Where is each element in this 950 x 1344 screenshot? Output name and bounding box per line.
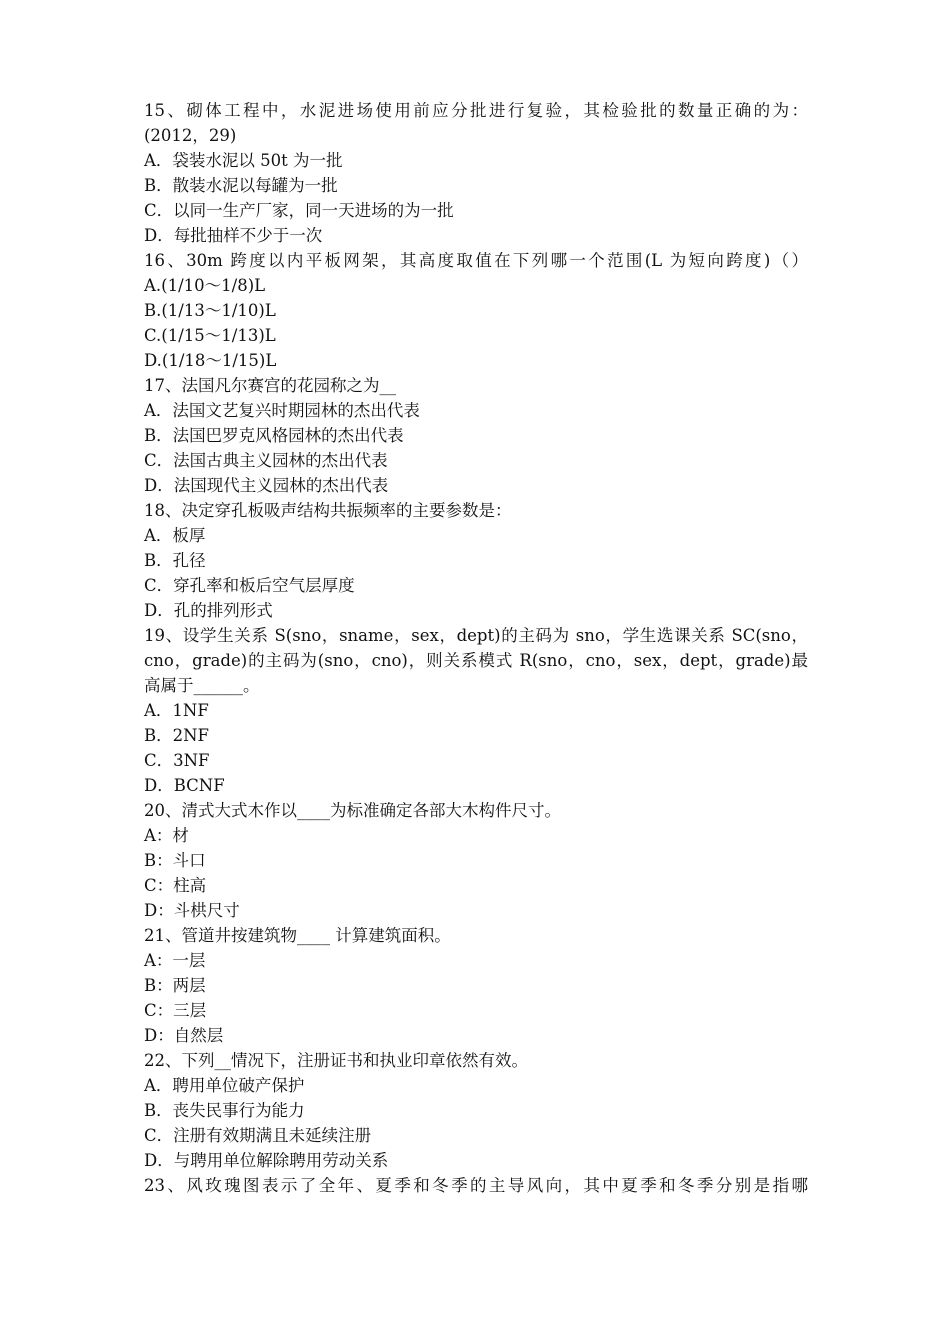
question-19-stem-end: 高属于______。 [144, 676, 260, 695]
question-20-option-c: C：柱高 [144, 876, 207, 895]
question-16-option-c: C.(1/15～1/13)L [144, 326, 276, 345]
question-21-option-d: D：自然层 [144, 1026, 224, 1045]
question-16-stem: 16、30m 跨度以内平板网架，其高度取值在下列哪一个范围(L 为短向跨度)（） [144, 251, 808, 270]
question-20-option-d: D：斗栱尺寸 [144, 901, 240, 920]
question-21-option-b: B：两层 [144, 976, 206, 995]
question-15-stem: 15、砌体工程中，水泥进场使用前应分批进行复验，其检验批的数量正确的为： [144, 101, 808, 120]
document-page [144, 98, 808, 1198]
question-19-option-a: A．1NF [144, 701, 209, 720]
question-16-option-b: B.(1/13～1/10)L [144, 301, 276, 320]
question-19-option-d: D．BCNF [144, 776, 225, 795]
question-15-option-c: C．以同一生产厂家，同一天进场的为一批 [144, 201, 454, 220]
question-15-option-d: D．每批抽样不少于一次 [144, 226, 323, 245]
question-22-option-b: B．丧失民事行为能力 [144, 1101, 305, 1120]
question-15-option-a: A．袋装水泥以 50t 为一批 [144, 151, 343, 170]
question-21-stem: 21、管道井按建筑物____ 计算建筑面积。 [144, 926, 451, 945]
question-22-option-d: D．与聘用单位解除聘用劳动关系 [144, 1151, 389, 1170]
question-19-option-c: C．3NF [144, 751, 210, 770]
question-18-option-c: C．穿孔率和板后空气层厚度 [144, 576, 355, 595]
question-22-stem: 22、下列__情况下，注册证书和执业印章依然有效。 [144, 1051, 528, 1070]
question-17-stem: 17、法国凡尔赛宫的花园称之为__ [144, 376, 396, 395]
question-21-option-a: A：一层 [144, 951, 206, 970]
question-19-stem: 19、设学生关系 S(sno，sname，sex，dept)的主码为 sno，学生选课关系 SC(sno， [144, 626, 808, 645]
question-19-option-b: B．2NF [144, 726, 210, 745]
question-18-option-d: D．孔的排列形式 [144, 601, 273, 620]
question-22-option-c: C．注册有效期满且未延续注册 [144, 1126, 372, 1145]
question-17-option-a: A．法国文艺复兴时期园林的杰出代表 [144, 401, 420, 420]
question-18-stem: 18、决定穿孔板吸声结构共振频率的主要参数是： [144, 501, 512, 520]
question-17-option-d: D．法国现代主义园林的杰出代表 [144, 476, 389, 495]
question-16-option-d: D.(1/18～1/15)L [144, 351, 277, 370]
question-17-option-b: B．法国巴罗克风格园林的杰出代表 [144, 426, 404, 445]
question-18-option-a: A．板厚 [144, 526, 206, 545]
question-15-option-b: B．散装水泥以每罐为一批 [144, 176, 338, 195]
question-15-stem-cont: (2012，29) [144, 126, 237, 145]
question-16-option-a: A.(1/10～1/8)L [144, 276, 266, 295]
question-20-option-b: B：斗口 [144, 851, 206, 870]
question-20-stem: 20、清式大式木作以____为标准确定各部大木构件尺寸。 [144, 801, 561, 820]
question-23-stem: 23、风玫瑰图表示了全年、夏季和冬季的主导风向，其中夏季和冬季分别是指哪 [144, 1176, 808, 1195]
question-22-option-a: A．聘用单位破产保护 [144, 1076, 305, 1095]
question-21-option-c: C：三层 [144, 1001, 207, 1020]
question-19-stem-cont: cno，grade)的主码为(sno，cno)，则关系模式 R(sno，cno，sex，dept，grade)最 [144, 651, 808, 670]
question-17-option-c: C．法国古典主义园林的杰出代表 [144, 451, 388, 470]
question-20-option-a: A：材 [144, 826, 189, 845]
question-18-option-b: B．孔径 [144, 551, 206, 570]
